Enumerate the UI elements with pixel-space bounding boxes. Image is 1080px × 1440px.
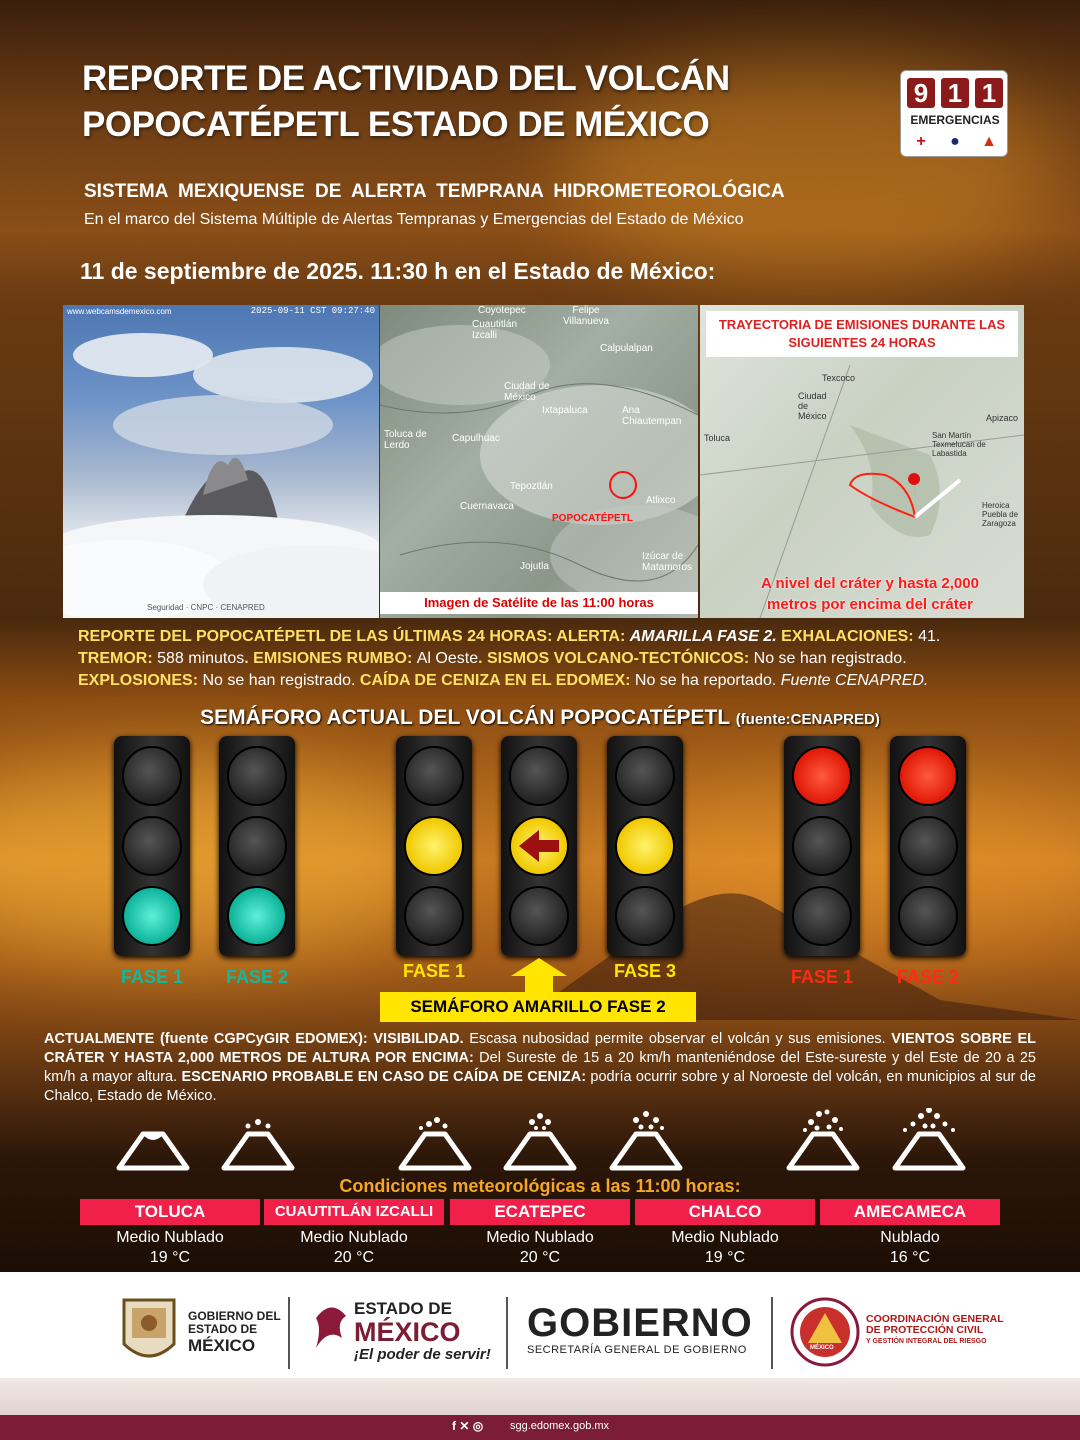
map-label: Ixtapaluca <box>542 405 588 416</box>
map-label: Ciudad de México <box>504 381 550 403</box>
lamp-off <box>615 746 675 806</box>
911-label: EMERGENCIAS <box>910 113 1000 127</box>
city-temp: 19 °C <box>149 1249 191 1266</box>
volcano-calm-icon <box>113 1108 193 1178</box>
up-arrow-icon <box>509 958 569 992</box>
lamp-green-on <box>122 886 182 946</box>
trajectory-note: A nivel del cráter y hasta 2,000 metros por encima del cráter <box>761 575 979 613</box>
volcano-red1-icon <box>783 1108 863 1178</box>
medical-cross-icon: + <box>916 133 926 150</box>
website-link[interactable]: sgg.edomex.gob.mx <box>510 1420 610 1432</box>
map-label: Toluca de Lerdo <box>384 429 427 451</box>
911-digit: 1 <box>975 78 1003 108</box>
webcam-logos: Seguridad · CNPC · CENAPRED <box>147 603 265 612</box>
webcam-url: www.webcamsdemexico.com <box>67 307 172 316</box>
city-name: TOLUCA <box>80 1199 260 1225</box>
sgg-brand: GOBIERNO SECRETARÍA GENERAL DE GOBIERNO <box>527 1301 753 1356</box>
map-label: Texcoco <box>822 373 856 383</box>
weather-city-cuautitlan <box>264 1199 444 1268</box>
fase-label-yellow: FASE 3 <box>613 961 677 981</box>
volcano-red2-icon <box>889 1108 969 1178</box>
911-logo <box>900 70 1008 157</box>
lamp-off <box>898 816 958 876</box>
social-icons <box>452 1419 483 1433</box>
map-label: Tepoztlán <box>510 481 553 492</box>
fase-label-green: FASE 2 <box>225 967 289 987</box>
volcano-marker-label: POPOCATÉPETL <box>552 513 633 524</box>
lamp-off <box>792 816 852 876</box>
police-cap-icon: ● <box>950 133 960 150</box>
weather-city-amecameca <box>820 1199 1000 1268</box>
facebook-icon[interactable]: f <box>452 1419 456 1433</box>
city-sky: Medio Nublado <box>300 1229 408 1246</box>
seal-text: MÉXICO <box>810 1345 834 1351</box>
city-sky: Medio Nublado <box>116 1229 224 1246</box>
footer-bar <box>0 1378 1080 1440</box>
edomex-brand: ESTADO DE MÉXICO ¡El poder de servir! <box>354 1299 491 1363</box>
lamp-off <box>404 886 464 946</box>
lamp-red-on <box>792 746 852 806</box>
fase-label-yellow: FASE 1 <box>402 961 466 981</box>
city-temp: 16 °C <box>889 1249 931 1266</box>
map-label: Toluca <box>704 433 731 443</box>
volcano-yellow3-icon <box>606 1108 686 1178</box>
traffic-light-red-fase2 <box>890 736 966 956</box>
911-digit: 1 <box>941 78 969 108</box>
map-label: Atlixco <box>646 495 676 506</box>
system-subtitle: En el marco del Sistema Múltiple de Alertas Tempranas y Emergencias del Estado de México <box>84 211 744 228</box>
lamp-off <box>404 746 464 806</box>
civil-protection-text: COORDINACIÓN GENERAL DE PROTECCIÓN CIVIL Y GESTIÓN INTEGRAL DEL RIESGO <box>866 1313 1004 1345</box>
x-icon[interactable]: ✕ <box>459 1419 470 1433</box>
hummingbird-icon <box>306 1298 356 1358</box>
lamp-yellow-arrow <box>509 816 569 876</box>
lamp-off <box>227 816 287 876</box>
city-name: ECATEPEC <box>450 1199 630 1225</box>
page-title: REPORTE DE ACTIVIDAD DEL VOLCÁN POPOCATÉPETL ESTADO DE MÉXICO <box>82 59 730 144</box>
map-label: Ana Chiautempan <box>622 405 682 427</box>
volcano-yellow2-icon <box>500 1108 580 1178</box>
map-label: Capulhuac <box>452 433 500 444</box>
divider <box>506 1297 508 1369</box>
traffic-light-red-fase1 <box>784 736 860 956</box>
footer-logos <box>0 1272 1080 1380</box>
map-label: Felipe Villanueva <box>563 305 609 327</box>
city-name: AMECAMECA <box>820 1199 1000 1225</box>
traffic-light-yellow-fase2 <box>501 736 577 956</box>
911-digit: 9 <box>907 78 935 108</box>
traffic-light-yellow-fase3 <box>607 736 683 956</box>
trajectory-title: TRAYECTORIA DE EMISIONES DURANTE LAS SIGUIENTES 24 HORAS <box>706 311 1018 357</box>
system-name: SISTEMA MEXIQUENSE DE ALERTA TEMPRANA HIDROMETEOROLÓGICA <box>84 181 785 202</box>
report-date: 11 de septiembre de 2025. 11:30 h en el Estado de México: <box>80 258 716 284</box>
divider <box>288 1297 290 1369</box>
traffic-light-green-fase2 <box>219 736 295 956</box>
map-label: Cuernavaca <box>460 501 514 512</box>
fire-icon: ▲ <box>981 133 997 150</box>
city-temp: 19 °C <box>704 1249 746 1266</box>
lamp-green-on <box>227 886 287 946</box>
volcano-minor-activity-icon <box>218 1108 298 1178</box>
current-alert-badge: SEMÁFORO AMARILLO FASE 2 <box>380 992 696 1022</box>
satellite-image <box>380 305 698 618</box>
lamp-off <box>122 816 182 876</box>
satellite-caption: Imagen de Satélite de las 11:00 horas <box>380 592 698 614</box>
webcam-timestamp: 2025-09-11 CST 09:27:40 <box>250 306 375 316</box>
lamp-off <box>227 746 287 806</box>
semaforo-title: SEMÁFORO ACTUAL DEL VOLCÁN POPOCATÉPETL (fuente:CENAPRED) <box>200 706 880 729</box>
map-label: Coyotepec <box>478 305 526 316</box>
lamp-off <box>509 886 569 946</box>
city-sky: Medio Nublado <box>486 1229 594 1246</box>
lamp-off <box>509 746 569 806</box>
civil-protection-seal-icon <box>790 1297 860 1367</box>
city-sky: Nublado <box>880 1229 940 1246</box>
weather-title: Condiciones meteorológicas a las 11:00 horas: <box>339 1176 741 1196</box>
lamp-off <box>122 746 182 806</box>
fase-label-red: FASE 1 <box>790 967 854 987</box>
lamp-yellow-on <box>404 816 464 876</box>
current-conditions-text: ACTUALMENTE (fuente CGPCyGIR EDOMEX): VISIBILIDAD. Escasa nubosidad permite observar el volcán y sus emisiones. VIENTOS SOBRE EL CRÁTER Y HASTA 2,000 METROS DE ALTURA POR ENCIMA: Del Sureste de 15 a 20 km/h manteniéndose del Este-sureste y del Este de 20 a 25 km/h a mayor altura. ESCENARIO PROBABLE EN CASO DE CAÍDA DE CENIZA: podría ocurrir sobre y al Noroeste del volcán, en municipios al sur de Chalco, Estado de México. <box>44 1031 1036 1104</box>
map-label: Apizaco <box>986 413 1019 423</box>
map-label: Izúcar de Matamoros <box>642 551 693 573</box>
map-label: Jojutla <box>520 561 549 572</box>
weather-city-chalco <box>635 1199 815 1268</box>
lamp-off <box>898 886 958 946</box>
divider <box>771 1297 773 1369</box>
volcano-report: REPORTE DEL POPOCATÉPETL DE LAS ÚLTIMAS 24 HORAS: ALERTA: AMARILLA FASE 2. EXHALACIONES: 41. TREMOR: 588 minutos. EMISIONES RUMBO: Al Oeste. SISMOS VOLCANO-TECTÓNICOS: No se han registrado. EXPLOSIONES: No se han registrado. CAÍDA DE CENIZA EN EL EDOMEX: No se ha reportado. Fuente CENAPRED. <box>78 628 941 689</box>
map-label: San Martín Texmelucan de Labastida <box>932 431 986 458</box>
city-name: CHALCO <box>635 1199 815 1225</box>
city-temp: 20 °C <box>333 1249 375 1266</box>
gob-edomex-text: GOBIERNO DEL ESTADO DE MÉXICO <box>188 1309 281 1355</box>
map-label: Ciudad de México <box>798 391 827 421</box>
instagram-icon[interactable]: ◎ <box>472 1419 484 1433</box>
map-label: Cuautitlán Izcalli <box>472 319 518 341</box>
fase-label-red: FASE 2 <box>896 967 960 987</box>
city-sky: Medio Nublado <box>671 1229 779 1246</box>
weather-city-ecatepec <box>450 1199 630 1268</box>
weather-city-toluca <box>80 1199 260 1268</box>
left-arrow-icon <box>511 818 567 874</box>
volcano-yellow1-icon <box>395 1108 475 1178</box>
state-coat-of-arms-icon <box>120 1294 178 1366</box>
lamp-yellow-on <box>615 816 675 876</box>
webcam-photo <box>63 305 379 618</box>
traffic-light-green-fase1 <box>114 736 190 956</box>
trajectory-map <box>700 305 1024 618</box>
map-label: Heroica Puebla de Zaragoza <box>982 501 1019 528</box>
fase-label-green: FASE 1 <box>120 967 184 987</box>
lamp-red-on <box>898 746 958 806</box>
city-name: CUAUTITLÁN IZCALLI <box>264 1199 444 1225</box>
lamp-off <box>792 886 852 946</box>
traffic-light-yellow-fase1 <box>396 736 472 956</box>
city-temp: 20 °C <box>519 1249 561 1266</box>
map-label: Calpulalpan <box>600 343 653 354</box>
lamp-off <box>615 886 675 946</box>
